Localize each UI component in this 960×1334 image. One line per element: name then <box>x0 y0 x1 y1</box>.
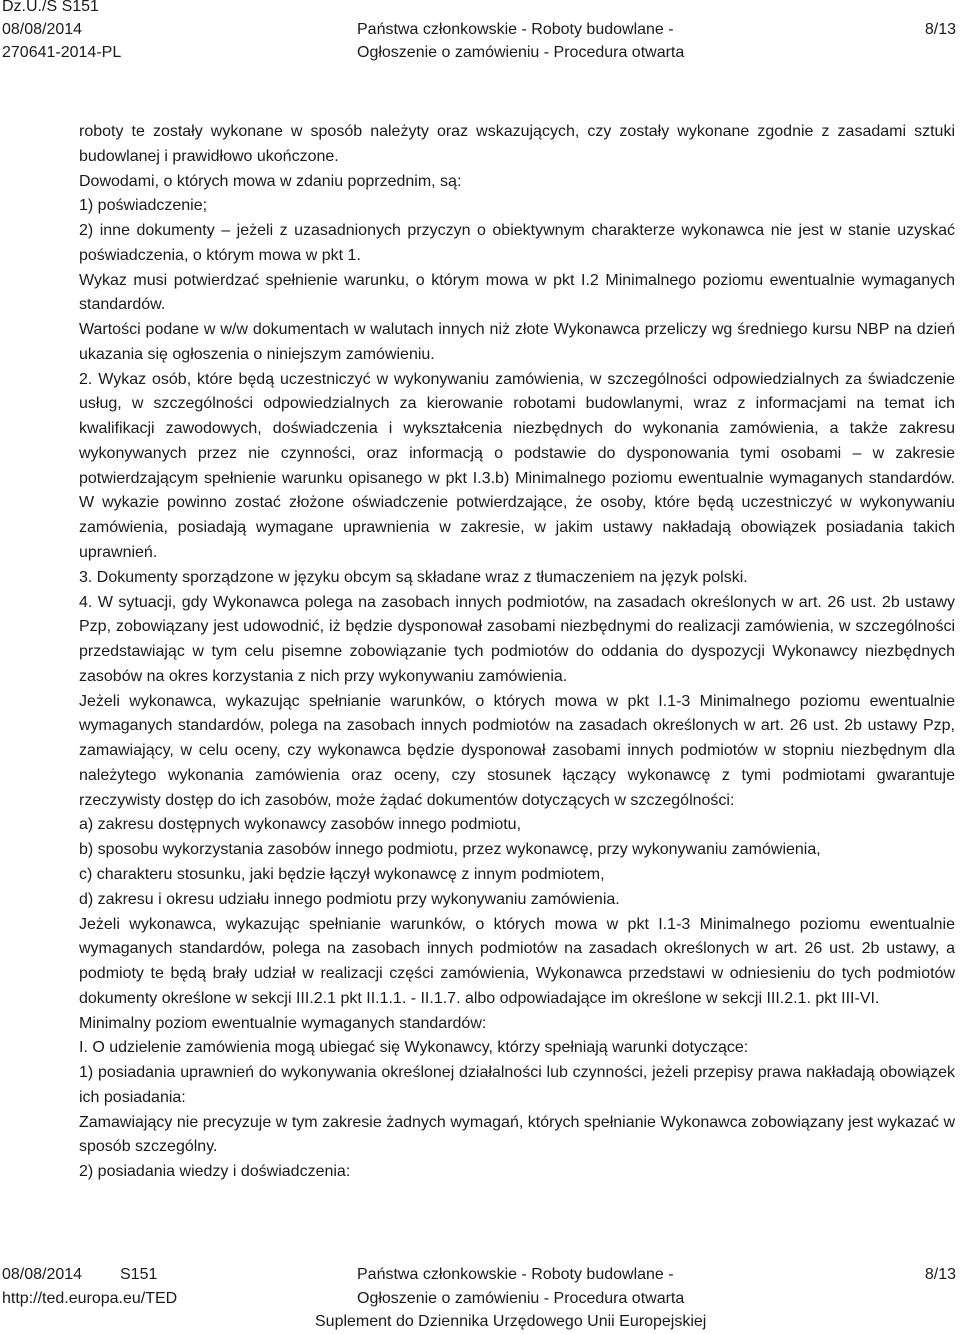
paragraph: Jeżeli wykonawca, wykazując spełnianie warunków, o których mowa w pkt I.1-3 Minimalnego poziomu ewentualnie wymaganych standardów, polega na zasobach innych podmiotów na zasadach określonych w art. 26 ust. 2b ustawy Pzp, zamawiający, w celu oceny, czy wykonawca będzie dysponował zasobami innych podmiotów w stopniu niezbędnym dla należytego wykonania zamówienia oraz oceny, czy stosunek łączący wykonawcę z tymi podmiotami gwarantuje rzeczywisty dostęp do ich zasobów, może żądać dokumentów dotyczących w szczególności: <box>79 692 955 809</box>
document-body <box>79 120 955 1185</box>
paragraph: c) charakteru stosunku, jaki będzie łączył wykonawcę z innym podmiotem, <box>79 865 605 883</box>
header-title-line1: Państwa członkowskie - Roboty budowlane - <box>357 21 674 38</box>
footer-url: http://ted.europa.eu/TED <box>2 1289 178 1307</box>
header-date: 08/08/2014 <box>2 21 83 38</box>
header-page-number: 8/13 <box>924 21 956 38</box>
paragraph: 4. W sytuacji, gdy Wykonawca polega na zasobach innych podmiotów, na zasadach określonych w art. 26 ust. 2b ustawy Pzp, zobowiązany jest udowodnić, iż będzie dysponował zasobami niezbędnymi do realizacji zamówienia, w szczególności przedstawiając w tym celu pisemne zobowiązanie tych podmiotów do oddania do dyspozycji Wykonawcy niezbędnych zasobów na okres korzystania z nich przy wykonywaniu zamówienia. <box>79 593 955 685</box>
footer-series: S151 <box>120 1266 158 1283</box>
paragraph: 3. Dokumenty sporządzone w języku obcym są składane wraz z tłumaczeniem na język polski. <box>79 568 748 586</box>
header-left <box>2 0 121 64</box>
header-notice-id: 270641-2014-PL <box>2 44 122 61</box>
footer-supplement: Suplement do Dziennika Urzędowego Unii Europejskiej <box>315 1313 707 1330</box>
paragraph: 2. Wykaz osób, które będą uczestniczyć w wykonywaniu zamówienia, w szczególności odpowiedzialnych za świadczenie usług, w szczególności odpowiedzialnych za kierowanie robotami budowlanymi, wraz z informacjami na temat ich kwalifikacji zawodowych, doświadczenia i wykształcenia niezbędnych do wykonania zamówienia, a także zakresu wykonywanych przez nie czynności, oraz informacją o podstawie do dysponowania tymi osobami – w zakresie potwierdzającym spełnienie warunku opisanego w pkt I.3.b) Minimalnego poziomu ewentualnie wymaganych standardów. W wykazie powinno zostać złożone oświadczenie potwierdzające, że osoby, które będą uczestniczyć w wykonywaniu zamówienia, posiadają wymagane uprawnienia w zakresie, w jakim ustawy nakładają obowiązek posiadania takich uprawnień. <box>79 370 955 562</box>
paragraph: a) zakresu dostępnych wykonawcy zasobów innego podmiotu, <box>79 816 522 834</box>
paragraph: Zamawiający nie precyzuje w tym zakresie żadnych wymagań, których spełnianie Wykonawca zobowiązany jest wykazać w sposób szczególny. <box>79 1113 955 1156</box>
paragraph: b) sposobu wykorzystania zasobów innego podmiotu, przez wykonawcę, przy wykonywaniu zamówienia, <box>79 841 821 859</box>
header-center <box>357 18 684 64</box>
footer-page-number: 8/13 <box>924 1266 956 1283</box>
paragraph: Dowodami, o których mowa w zdaniu poprzednim, są: <box>79 172 462 190</box>
footer-center <box>315 1263 748 1334</box>
paragraph: Minimalny poziom ewentualnie wymaganych standardów: <box>79 1014 487 1032</box>
paragraph: 1) posiadania uprawnień do wykonywania określonej działalności lub czynności, jeżeli przepisy prawa nakładają obowiązek ich posiadania: <box>79 1064 955 1106</box>
paragraph: Wartości podane w w/w dokumentach w walutach innych niż złote Wykonawca przeliczy wg średniego kursu NBP na dzień ukazania się ogłoszenia o niniejszym zamówieniu. <box>79 321 955 363</box>
paragraph: roboty te zostały wykonane w sposób należyty oraz wskazujących, czy zostały wykonane zgodnie z zasadami sztuki budowlanej i prawidłowo ukończone. <box>79 123 955 165</box>
page-footer <box>0 1263 960 1334</box>
footer-title-line1: Państwa członkowskie - Roboty budowlane - <box>357 1266 674 1283</box>
footer-left <box>2 1263 177 1310</box>
paragraph: 1) poświadczenie; <box>79 197 208 215</box>
paragraph: I. O udzielenie zamówienia mogą ubiegać się Wykonawcy, którzy spełniają warunki dotyczące: <box>79 1039 749 1057</box>
paragraph: d) zakresu i okresu udziału innego podmiotu przy wykonywaniu zamówienia. <box>79 890 620 908</box>
footer-date: 08/08/2014 <box>2 1266 83 1283</box>
paragraph: 2) inne dokumenty – jeżeli z uzasadnionych przyczyn o obiektywnym charakterze wykonawca nie jest w stanie uzyskać poświadczenia, o którym mowa w pkt 1. <box>79 222 955 264</box>
page-header <box>0 0 960 70</box>
paragraph: Wykaz musi potwierdzać spełnienie warunku, o którym mowa w pkt I.2 Minimalnego poziomu ewentualnie wymaganych standardów. <box>79 271 955 314</box>
paragraph: Jeżeli wykonawca, wykazując spełnianie warunków, o których mowa w pkt I.1-3 Minimalnego poziomu ewentualnie wymaganych standardów, polega na zasobach innych podmiotów na zasadach określonych w art. 26 ust. 2b ustawy, a podmioty te będą brały udział w realizacji części zamówienia, Wykonawca przedstawi w odniesieniu do tych podmiotów dokumenty określone w sekcji III.2.1 pkt II.1.1. - II.1.7. albo odpowiadające im określone w sekcji III.2.1. pkt III-VI. <box>79 915 955 1007</box>
header-doc-ref: Dz.U./S S151 <box>2 0 99 15</box>
paragraph: 2) posiadania wiedzy i doświadczenia: <box>79 1163 351 1181</box>
footer-title-line2: Ogłoszenie o zamówieniu - Procedura otwarta <box>357 1289 685 1307</box>
header-title-line2: Ogłoszenie o zamówieniu - Procedura otwarta <box>357 44 685 61</box>
